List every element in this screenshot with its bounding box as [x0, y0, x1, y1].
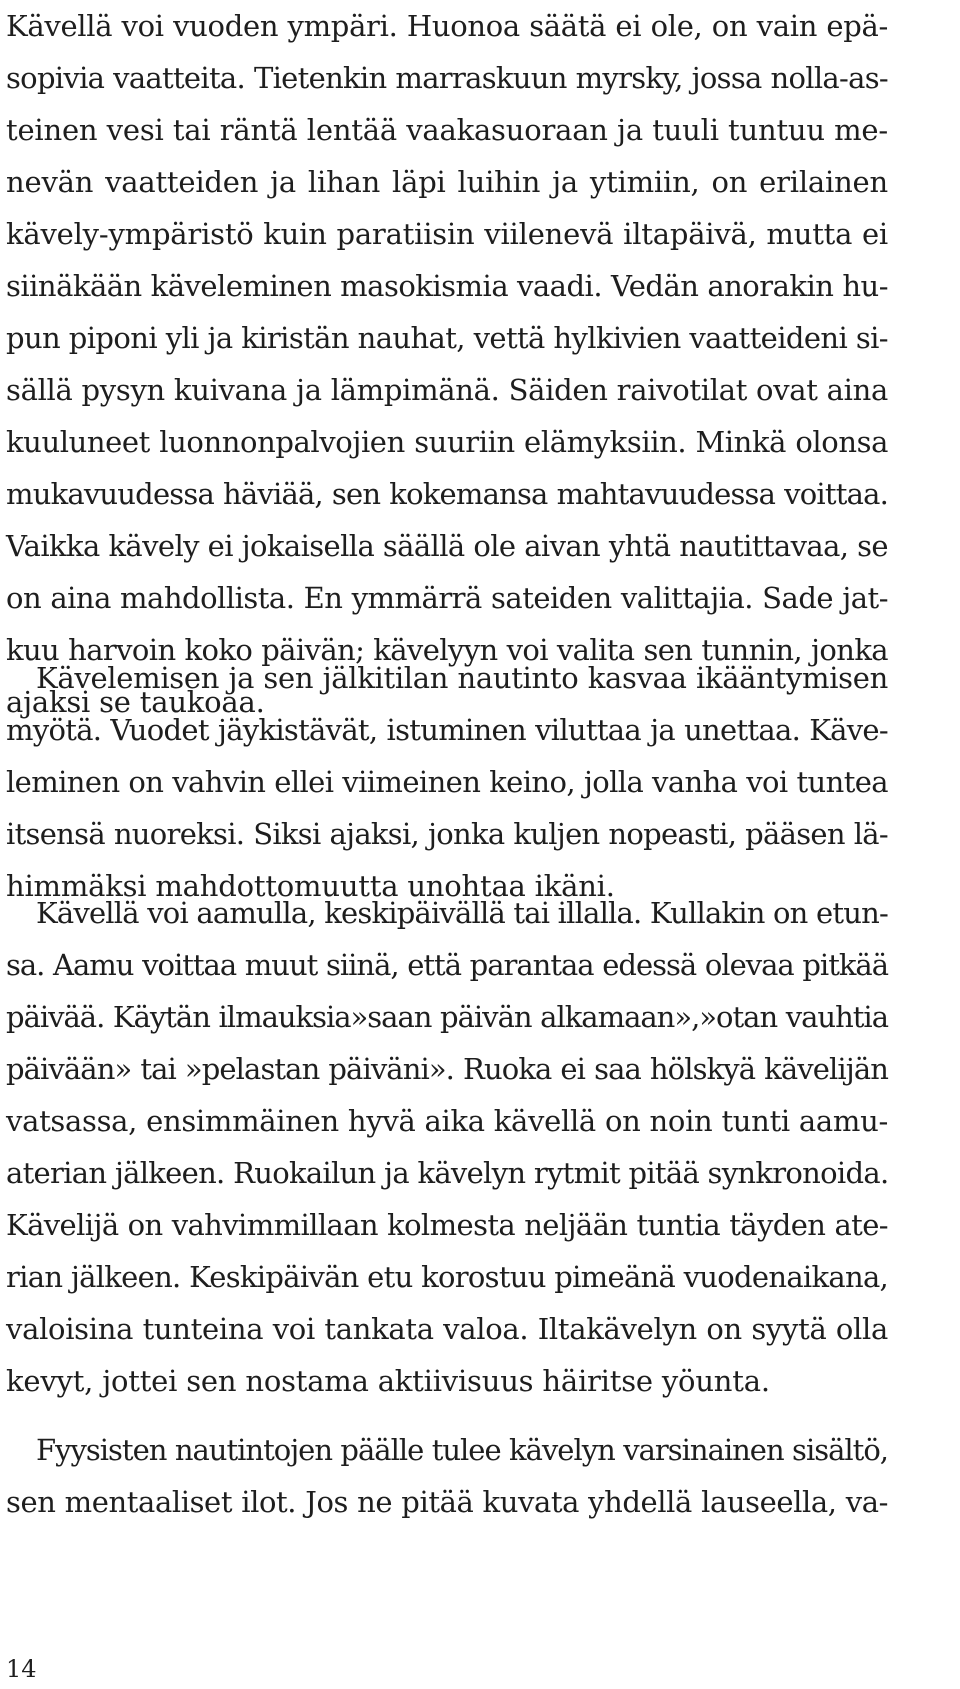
page-number: 14	[6, 1655, 37, 1683]
text-line: Vaikka kävely ei jokaisella säällä ole aivan yhtä nautittavaa, se	[6, 529, 888, 563]
text-line: mukavuudessa häviää, sen kokemansa mahtavuudessa voittaa.	[6, 477, 888, 511]
text-line: myötä. Vuodet jäykistävät, istuminen viluttaa ja unettaa. Käve-	[6, 713, 888, 747]
text-line: vatsassa, ensimmäinen hyvä aika kävellä on noin tunti aamu-	[6, 1104, 888, 1138]
text-line: on aina mahdollista. En ymmärrä sateiden valittajia. Sade jat-	[6, 581, 888, 615]
text-line: Fyysisten nautintojen päälle tulee kävelyn varsinainen sisältö,	[36, 1433, 888, 1467]
text-line: Kävellä voi aamulla, keskipäivällä tai illalla. Kullakin on etun-	[36, 896, 888, 930]
text-line: kuuluneet luonnonpalvojien suuriin elämyksiin. Minkä olonsa	[6, 425, 888, 459]
text-line: päivään» tai »pelastan päiväni». Ruoka ei saa hölskyä kävelijän	[6, 1052, 888, 1086]
text-line: nevän vaatteiden ja lihan läpi luihin ja ytimiin, on erilainen	[6, 165, 888, 199]
text-line: rian jälkeen. Keskipäivän etu korostuu pimeänä vuodenaikana,	[6, 1260, 889, 1294]
text-line: teinen vesi tai räntä lentää vaakasuoraan ja tuuli tuntuu me-	[6, 113, 888, 147]
text-line: sopivia vaatteita. Tietenkin marraskuun myrsky, jossa nolla-as-	[6, 61, 888, 95]
text-line: leminen on vahvin ellei viimeinen keino, jolla vanha voi tuntea	[6, 765, 888, 799]
text-line: päivää. Käytän ilmauksia»saan päivän alkamaan»,»otan vauhtia	[6, 1000, 888, 1034]
text-line: pun piponi yli ja kiristän nauhat, vettä hylkivien vaatteideni si-	[6, 321, 888, 355]
text-line: kevyt, jottei sen nostama aktiivisuus häiritse yöunta.	[6, 1364, 770, 1398]
text-line: sen mentaaliset ilot. Jos ne pitää kuvata yhdellä lauseella, va-	[6, 1485, 888, 1519]
paragraph-aging	[6, 652, 888, 912]
text-line: itsensä nuoreksi. Siksi ajaksi, jonka kuljen nopeasti, pääsen lä-	[6, 817, 888, 851]
text-line: kuu harvoin koko päivän; kävelyyn voi valita sen tunnin, jonka	[6, 633, 888, 667]
text-line: himmäksi mahdottomuutta unohtaa ikäni.	[6, 869, 615, 903]
text-line: ajaksi se taukoaa.	[6, 685, 265, 719]
text-line: sällä pysyn kuivana ja lämpimänä. Säiden raivotilat ovat aina	[6, 373, 888, 407]
text-line: valoisina tunteina voi tankata valoa. Iltakävelyn on syytä olla	[6, 1312, 888, 1346]
text-line: Kävelemisen ja sen jälkitilan nautinto kasvaa ikääntymisen	[36, 661, 888, 695]
text-line: siinäkään käveleminen masokismia vaadi. Vedän anorakin hu-	[6, 269, 888, 303]
text-line: Kävelijä on vahvimmillaan kolmesta neljään tuntia täyden ate-	[6, 1208, 888, 1242]
paragraph-mental-joys	[6, 1424, 888, 1528]
text-line: kävely-ympäristö kuin paratiisin viilenevä iltapäivä, mutta ei	[6, 217, 888, 251]
paragraph-all-weather-walking	[6, 0, 888, 728]
paragraph-time-of-day	[6, 887, 888, 1407]
text-line: Kävellä voi vuoden ympäri. Huonoa säätä ei ole, on vain epä-	[6, 9, 888, 43]
text-line: sa. Aamu voittaa muut siinä, että parantaa edessä olevaa pitkää	[6, 948, 888, 982]
text-line: aterian jälkeen. Ruokailun ja kävelyn rytmit pitää synkronoida.	[6, 1156, 889, 1190]
